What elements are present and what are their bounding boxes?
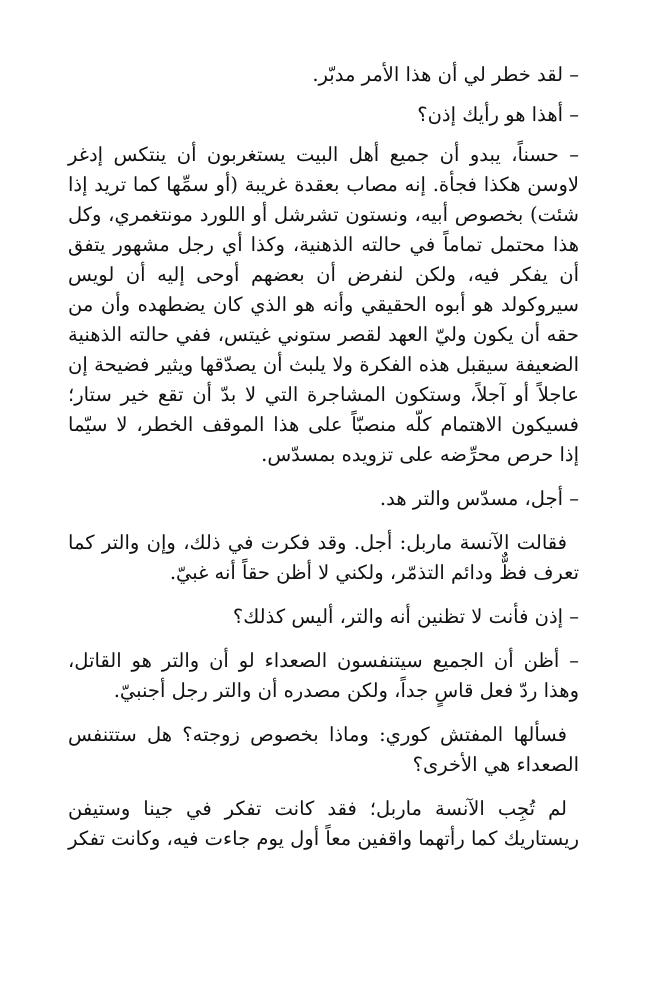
- paragraph-7: – أظن أن الجميع سيتنفسون الصعداء لو أن والتر هو القاتل، وهذا ردّ فعل قاسٍ جداً، ولكن مصدره أن والتر رجل أجنبيّ.: [68, 649, 579, 702]
- paragraph-6: – إذن فأنت لا تظنين أنه والتر، أليس كذلك؟: [232, 605, 579, 628]
- paragraph-1: – لقد خطر لي أن هذا الأمر مدبّر.: [312, 63, 579, 86]
- paragraph-9: لم تُجِب الآنسة ماربل؛ فقد كانت تفكر في جينا وستيفن ريستاريك كما رأتهما واقفين معاً أول يوم جاءت فيه، وكانت تفكر: [68, 797, 579, 850]
- paragraph-5: فقالت الآنسة ماربل: أجل. وقد فكرت في ذلك، وإن والتر كما تعرف فظٌّ ودائم التذمّر، ولكني لا أظن حقاً أنه غبيّ.: [68, 531, 579, 584]
- book-page: [68, 60, 579, 868]
- paragraph-2: – أهذا هو رأيك إذن؟: [417, 103, 579, 126]
- paragraph-3: – حسناً، يبدو أن جميع أهل البيت يستغربون أن ينتكس إدغر لاوسن هكذا فجأة. إنه مصاب بعقدة غريبة (أو سمِّها كما تريد إذا شئت) بخصوص أبيه، ونستون تشرشل أو اللورد مونتغمري، وكل هذا محتمل تماماً في حالته الذهنية، وكذا أي رجل مشهور يتفق أن يفكر فيه، ولكن لنفرض أن بعضهم أوحى إليه أن لويس سيروكولد هو أبوه الحقيقي وأنه هو الذي كان يضطهده وأن من حقه أن يكون وليّ العهد لقصر ستوني غيتس، ففي حالته الذهنية الضعيفة سيقبل هذه الفكرة ولا يلبث أن يصدّقها ويثير فضيحة إن عاجلاً أو آجلاً، وستكون المشاجرة التي لا بدّ أن تقع خير ستار؛ فسيكون الاهتمام كلّه منصبّاً على هذا الموقف الخطر، لا سيّما إذا حرص محرِّضه على تزويده بمسدّس.: [68, 143, 579, 466]
- paragraph-8: فسألها المفتش كوري: وماذا بخصوص زوجته؟ هل ستتنفس الصعداء هي الأخرى؟: [68, 723, 579, 776]
- paragraph-4: – أجل، مسدّس والتر هد.: [379, 487, 579, 510]
